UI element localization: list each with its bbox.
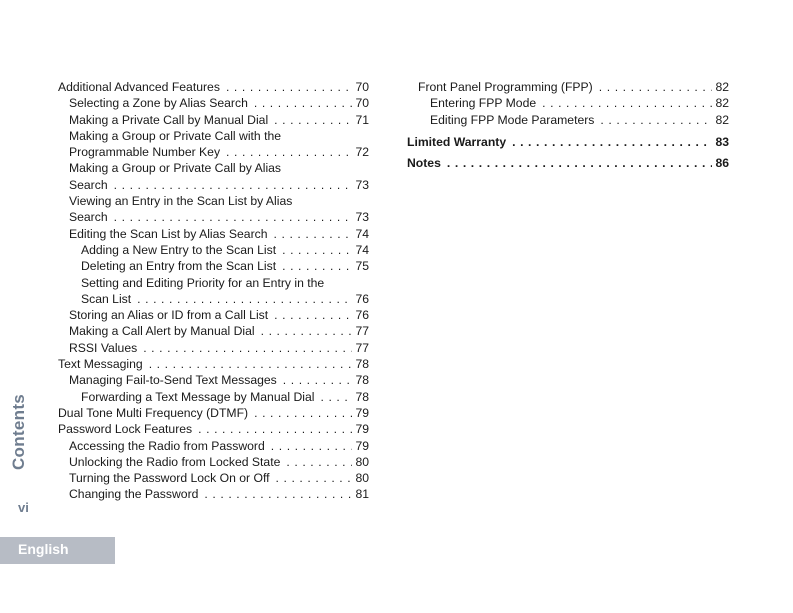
page-number: vi (18, 500, 29, 515)
toc-entry-storing-alias[interactable]: Storing an Alias or ID from a Call List . . . 76 (58, 307, 369, 323)
section-label: Contents (9, 393, 28, 471)
toc-entry-group-private-call-programmable-key[interactable]: Making a Group or Private Call with the Programmable Number Key . . . 72 (58, 128, 369, 161)
toc-entry-editing-fpp[interactable]: Editing FPP Mode Parameters . . . 82 (407, 112, 729, 128)
toc-right-column (407, 79, 729, 171)
toc-entry-fail-to-send[interactable]: Managing Fail-to-Send Text Messages . . . 78 (58, 372, 369, 388)
toc-entry-rssi-values[interactable]: RSSI Values . . . 77 (58, 340, 369, 356)
toc-entry-entering-fpp[interactable]: Entering FPP Mode . . . 82 (407, 95, 729, 111)
toc-entry-accessing-radio[interactable]: Accessing the Radio from Password . . . 79 (58, 438, 369, 454)
toc-entry-forwarding-text[interactable]: Forwarding a Text Message by Manual Dial . . . 78 (58, 389, 369, 405)
toc-entry-dtmf[interactable]: Dual Tone Multi Frequency (DTMF) . . . 79 (58, 405, 369, 421)
toc-entry-group-private-call-alias-search[interactable]: Making a Group or Private Call by Alias Search . . . 73 (58, 160, 369, 193)
toc-entry-turning-password-lock[interactable]: Turning the Password Lock On or Off . . . 80 (58, 470, 369, 486)
toc-entry-private-call-manual-dial[interactable]: Making a Private Call by Manual Dial . . . 71 (58, 112, 369, 128)
toc-entry-adding-new-entry[interactable]: Adding a New Entry to the Scan List . . . 74 (58, 242, 369, 258)
toc-entry-changing-password[interactable]: Changing the Password . . . 81 (58, 486, 369, 502)
language-tab: English (0, 537, 115, 564)
toc-entry-setting-priority[interactable]: Setting and Editing Priority for an Entry in the Scan List . . . 76 (58, 275, 369, 308)
toc-entry-password-lock[interactable]: Password Lock Features . . . 79 (58, 421, 369, 437)
toc-entry-fpp[interactable]: Front Panel Programming (FPP) . . . 82 (407, 79, 729, 95)
toc-entry-selecting-zone-alias-search[interactable]: Selecting a Zone by Alias Search . . . 70 (58, 95, 369, 111)
toc-entry-notes[interactable]: Notes . . . 86 (407, 155, 729, 171)
toc-entry-unlocking-radio[interactable]: Unlocking the Radio from Locked State . . . 80 (58, 454, 369, 470)
toc-entry-limited-warranty[interactable]: Limited Warranty . . . 83 (407, 134, 729, 150)
toc-entry-text-messaging[interactable]: Text Messaging . . . 78 (58, 356, 369, 372)
toc-entry-additional-advanced-features[interactable]: Additional Advanced Features . . . 70 (58, 79, 369, 95)
toc-left-column (58, 79, 369, 503)
toc-entry-call-alert-manual-dial[interactable]: Making a Call Alert by Manual Dial . . . 77 (58, 323, 369, 339)
toc-entry-deleting-entry[interactable]: Deleting an Entry from the Scan List . . . 75 (58, 258, 369, 274)
toc-entry-editing-scan-list[interactable]: Editing the Scan List by Alias Search . . . 74 (58, 226, 369, 242)
toc-entry-viewing-scan-list-alias-search[interactable]: Viewing an Entry in the Scan List by Alias Search . . . 73 (58, 193, 369, 226)
